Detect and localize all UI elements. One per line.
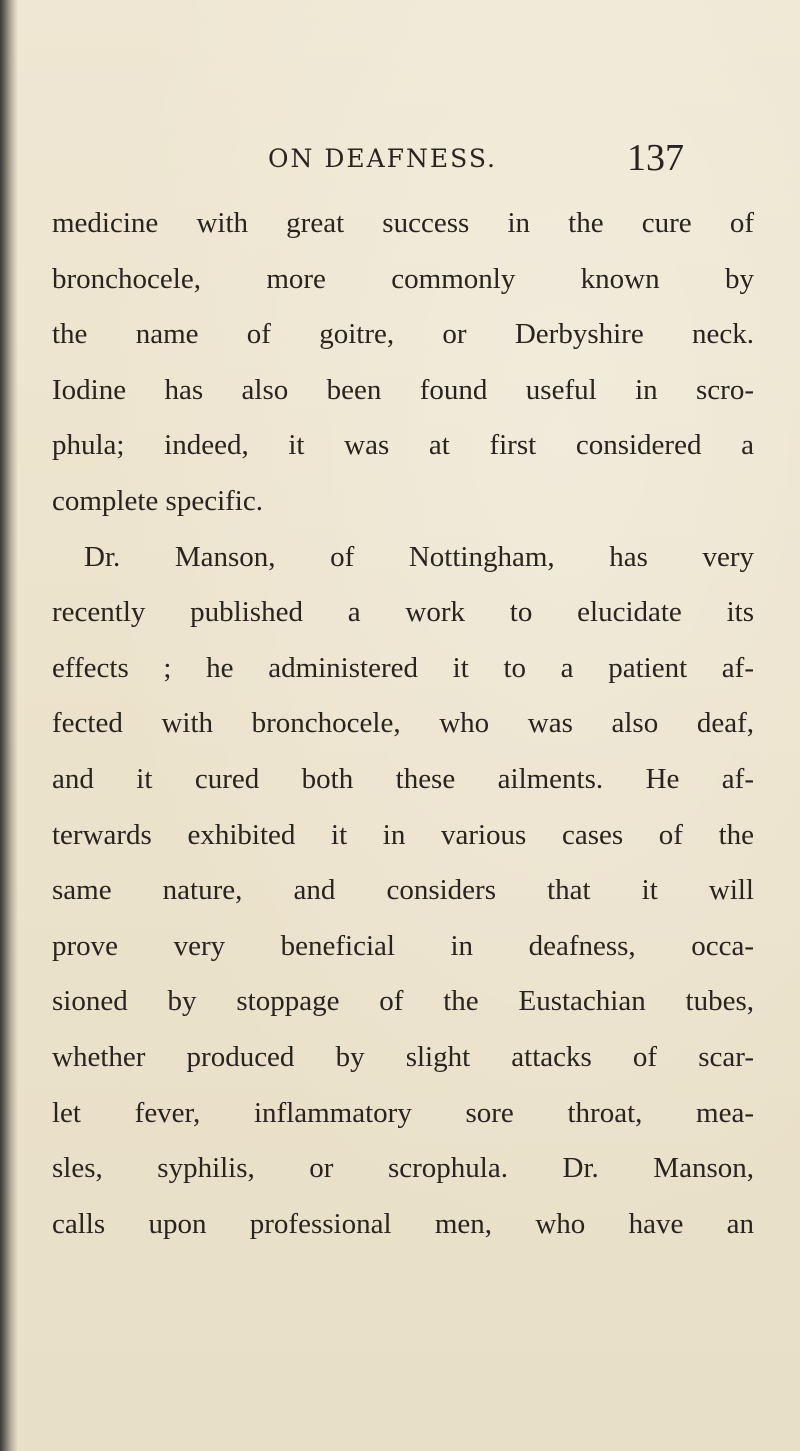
running-head-title: ON DEAFNESS. [268,144,498,173]
text-line: sioned by stoppage of the Eustachian tubes, [52,985,754,1018]
text-line: bronchocele, more commonly known by [52,262,754,295]
text-line: let fever, inflammatory sore throat, mea- [52,1096,754,1129]
text-line: effects ; he administered it to a patient af- [52,651,754,684]
text-line: prove very beneficial in deafness, occa- [52,929,754,962]
text-line: complete specific. [52,484,263,517]
text-line: sles, syphilis, or scrophula. Dr. Manson, [52,1152,754,1185]
text-line: fected with bronchocele, who was also deaf, [52,707,754,740]
text-line: the name of goitre, or Derbyshire neck. [52,318,754,351]
text-line: whether produced by slight attacks of scar- [52,1040,754,1073]
running-head [0,137,800,190]
text-line: medicine with great success in the cure of [52,207,754,239]
page-gutter-shadow [0,0,18,1451]
text-line: recently published a work to elucidate its [52,596,754,629]
text-line: phula; indeed, it was at first considered a [52,429,754,462]
text-line: Dr. Manson, of Nottingham, has very [84,540,754,573]
page-number: 137 [627,137,684,179]
text-line: calls upon professional men, who have an [52,1207,754,1240]
text-line: same nature, and considers that it will [52,874,754,907]
body-text [52,196,754,1252]
text-line: Iodine has also been found useful in scro- [52,373,754,406]
text-line: and it cured both these ailments. He af- [52,762,754,795]
text-line: terwards exhibited it in various cases of the [52,818,754,851]
